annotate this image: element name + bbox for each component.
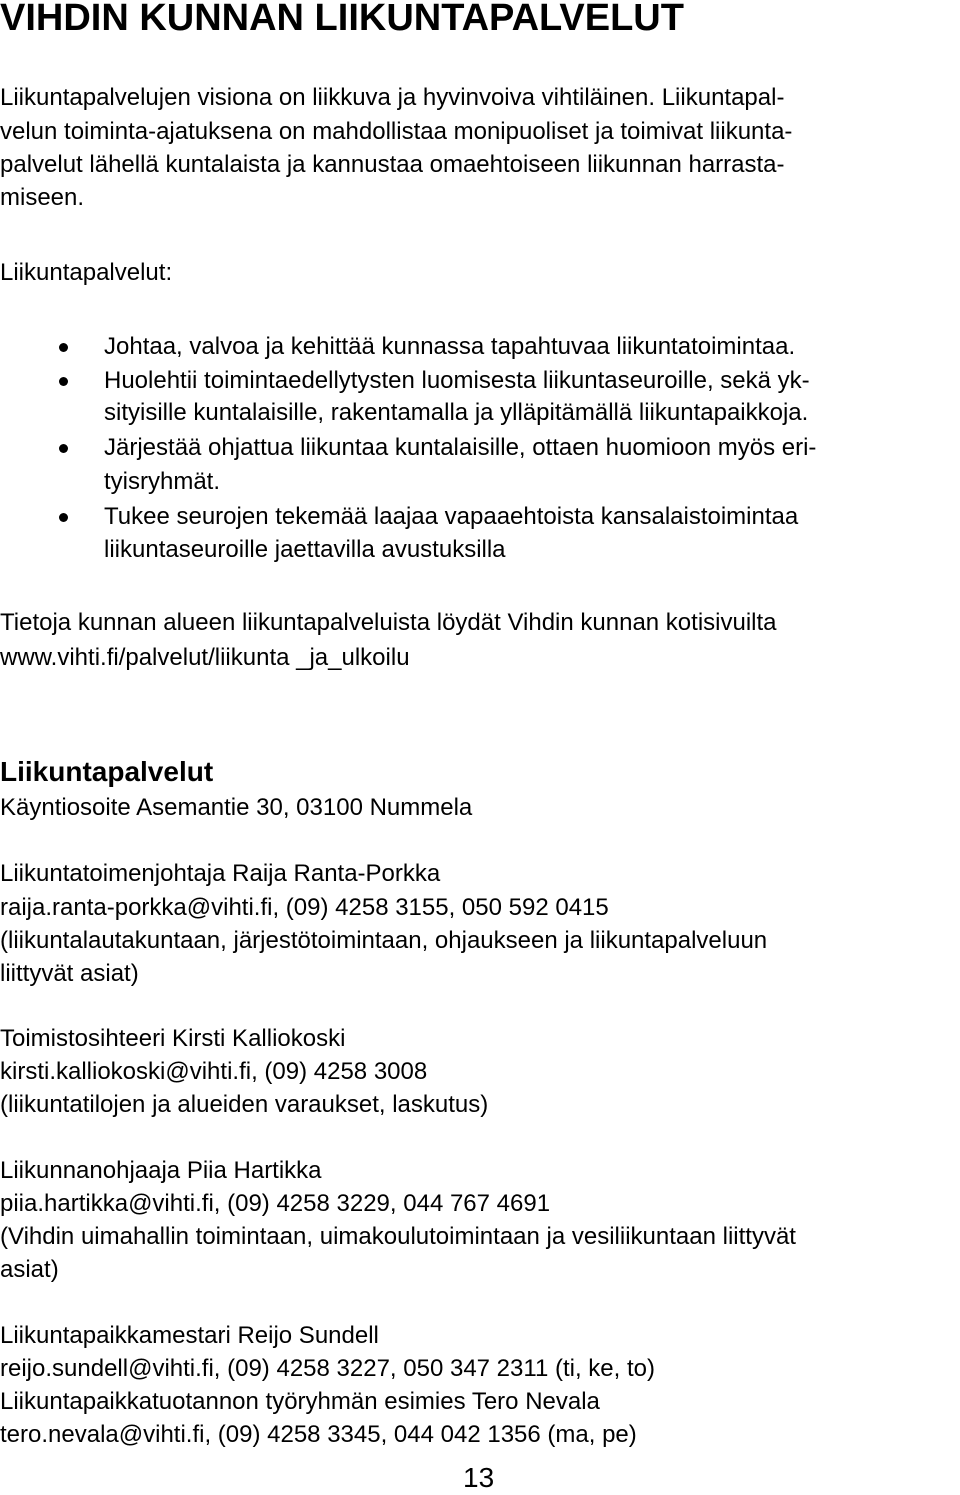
contact-line: Liikuntatoimenjohtaja Raija Ranta-Porkka [0, 860, 441, 887]
contact-line: tero.nevala@vihti.fi, (09) 4258 3345, 044 042 1356 (ma, pe) [0, 1421, 637, 1448]
contact-line: Liikuntapaikkamestari Reijo Sundell [0, 1322, 379, 1349]
intro-line: Liikuntapalvelujen visiona on liikkuva ja hyvinvoiva vihtiläinen. Liikuntapal- [0, 84, 785, 111]
contact-line: liittyvät asiat) [0, 960, 139, 987]
contact-line: Liikuntapaikkatuotannon työryhmän esimies Tero Nevala [0, 1388, 600, 1415]
list-item: tyisryhmät. [104, 468, 221, 495]
contact-line: kirsti.kalliokoski@vihti.fi, (09) 4258 3008 [0, 1058, 428, 1085]
intro-line: palvelut lähellä kuntalaista ja kannustaa omaehtoiseen liikunnan harrasta- [0, 151, 785, 178]
list-item: liikuntaseuroille jaettavilla avustuksilla [104, 536, 506, 563]
bullet-icon [59, 377, 68, 386]
list-item: Huolehtii toimintaedellytysten luomisesta liikuntaseuroille, sekä yk- [104, 367, 810, 394]
list-item: Järjestää ohjattua liikuntaa kuntalaisille, ottaen huomioon myös eri- [104, 434, 817, 461]
list-item: sityisille kuntalaisille, rakentamalla ja ylläpitämällä liikuntapaikkoja. [104, 399, 809, 426]
contact-line: reijo.sundell@vihti.fi, (09) 4258 3227, 050 347 2311 (ti, ke, to) [0, 1355, 655, 1382]
contact-line: (Vihdin uimahallin toimintaan, uimakoulutoimintaan ja vesiliikuntaan liittyvät [0, 1223, 796, 1250]
intro-line: velun toiminta-ajatuksena on mahdollistaa monipuoliset ja toimivat liikunta- [0, 118, 793, 145]
address: Käyntiosoite Asemantie 30, 03100 Nummela [0, 794, 473, 821]
contact-heading: Liikuntapalvelut [0, 756, 214, 787]
contact-line: raija.ranta-porkka@vihti.fi, (09) 4258 3155, 050 592 0415 [0, 894, 609, 921]
bullet-icon [59, 513, 68, 522]
list-item: Tukee seurojen tekemää laajaa vapaaehtoista kansalaistoimintaa [104, 503, 799, 530]
contact-line: Toimistosihteeri Kirsti Kalliokoski [0, 1025, 346, 1052]
page-title: VIHDIN KUNNAN LIIKUNTAPALVELUT [0, 0, 684, 39]
contact-line: asiat) [0, 1256, 59, 1283]
website-link[interactable]: www.vihti.fi/palvelut/liikunta _ja_ulkoilu [0, 644, 410, 671]
contact-line: (liikuntatilojen ja alueiden varaukset, laskutus) [0, 1091, 489, 1118]
contact-line: Liikunnanohjaaja Piia Hartikka [0, 1157, 322, 1184]
info-text: Tietoja kunnan alueen liikuntapalveluista löydät Vihdin kunnan kotisivuilta [0, 609, 777, 636]
bullet-icon [59, 444, 68, 453]
contact-line: piia.hartikka@vihti.fi, (09) 4258 3229, 044 767 4691 [0, 1190, 551, 1217]
list-item: Johtaa, valvoa ja kehittää kunnassa tapahtuvaa liikuntatoimintaa. [104, 333, 796, 360]
list-heading: Liikuntapalvelut: [0, 259, 173, 286]
page-number: 13 [463, 1462, 495, 1493]
bullet-icon [59, 343, 68, 352]
contact-line: (liikuntalautakuntaan, järjestötoimintaan, ohjaukseen ja liikuntapalveluun [0, 927, 768, 954]
intro-line: miseen. [0, 184, 85, 211]
